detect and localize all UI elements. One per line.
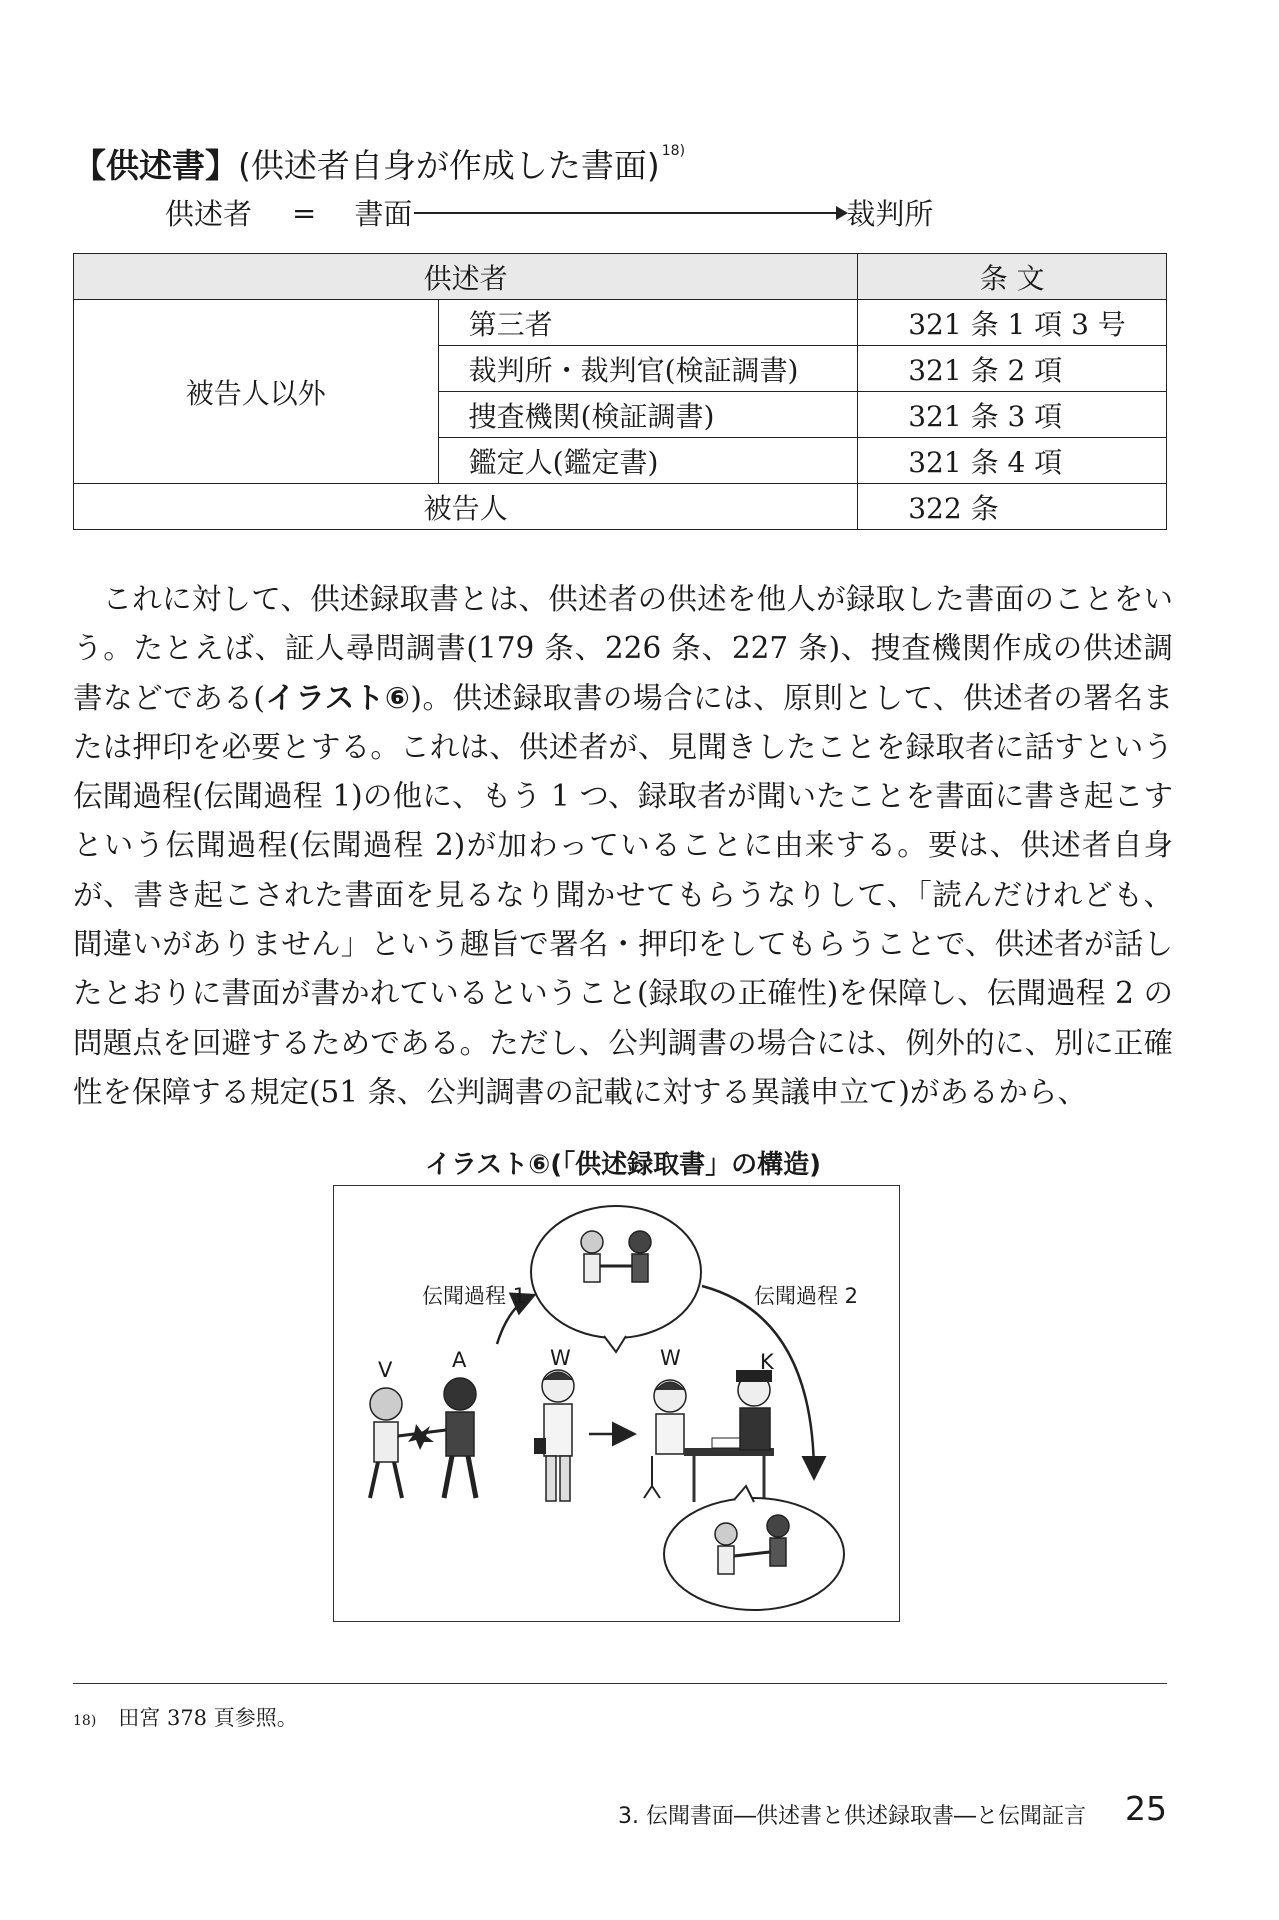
label-a: A [452,1348,467,1372]
label-w1: W [550,1346,571,1370]
footnote-number: 18) [73,1713,97,1729]
table-cell-label: 捜査機関(検証調書) [438,392,858,438]
table-cell-article: 321 条 3 項 [858,392,1167,438]
page-number: 25 [1125,1789,1167,1828]
footnote-text: 田宮 378 頁参照。 [118,1706,298,1730]
illustration-figure [333,1185,900,1622]
table-row [74,300,1167,346]
figure-v-a [370,1378,476,1498]
flow-diagram [165,192,933,233]
flow-eq: = [292,195,317,230]
table-header-row [74,254,1167,300]
footnote-ref: 18) [661,143,686,159]
paragraph-part1: これに対して、供述録取書とは、供述者の供述を他人が録取した書面のことをいう。たとえば、証人尋問調書(179 条、226 条、227 条)、捜査機関作成の供述調書などである( [73,582,1173,715]
figure-title: イラスト⑥(「供述録取書」の構造) [425,1150,821,1180]
table-cell-article: 321 条 1 項 3 号 [858,300,1167,346]
table-cell-article: 321 条 4 項 [858,438,1167,484]
table-cell-label: 裁判所・裁判官(検証調書) [438,346,858,392]
heading-bold: 【供述書】 [73,146,238,185]
table-group-label: 被告人以外 [74,300,439,484]
label-w2: W [660,1346,681,1370]
section-heading [73,140,685,187]
table-cell-label: 第三者 [438,300,858,346]
running-title: 3. 伝聞書面―供述書と供述録取書―と伝聞証言 [618,1804,1086,1829]
heading-subtitle: (供述者自身が作成した書面) [238,146,660,185]
table-row [74,484,1167,530]
process1-label: 伝聞過程 1 [422,1284,527,1308]
footnote [73,1702,298,1732]
flow-mid: 書面 [354,197,413,231]
flow-arrow-icon [414,212,846,214]
table-last-article: 322 条 [858,484,1167,530]
table-cell-label: 鑑定人(鑑定書) [438,438,858,484]
label-v: V [378,1358,393,1382]
figure-w-standing [534,1370,574,1501]
process2-label: 伝聞過程 2 [754,1284,859,1308]
statute-table [73,253,1167,530]
figure-w-k-desk [644,1370,774,1502]
table-head-article: 条 文 [858,254,1167,300]
table-cell-article: 321 条 2 項 [858,346,1167,392]
label-k: K [760,1350,774,1374]
illustration-drawing [334,1186,898,1620]
footnote-divider [73,1683,1167,1684]
table-last-label: 被告人 [74,484,858,530]
table-head-declarant: 供述者 [74,254,858,300]
flow-from: 供述者 [165,197,253,231]
illustration-ref: イラスト⑥ [264,680,411,715]
speech-bubble-bottom [664,1486,844,1610]
flow-to: 裁判所 [846,197,934,231]
body-paragraph [73,575,1173,1117]
speech-bubble-top [531,1206,701,1352]
paragraph-part2: )。供述録取書の場合には、原則として、供述者の署名または押印を必要とする。これは、供述者が、見聞きしたことを録取者に話すという伝聞過程(伝聞過程 1)の他に、もう 1 つ、録取者が聞いたことを書面に書き起こすという伝聞過程(伝聞過程 2)が加わっていることに由来する。要は、供述者自身が、書き起こされた書面を見るなり聞かせてもらうなりして、「読んだけれども、間違いがありません」という趣旨で署名・押印をしてもらうことで、供述者が話したとおりに書面が書かれているということ(録取の正確性)を保障し、伝聞過程 2 の問題点を回避するためである。ただし、公判調書の場合には、例外的に、別に正確性を保障する規定(51 条、公判調書の記載に対する異議申立て)があるから、 [73,680,1174,1109]
